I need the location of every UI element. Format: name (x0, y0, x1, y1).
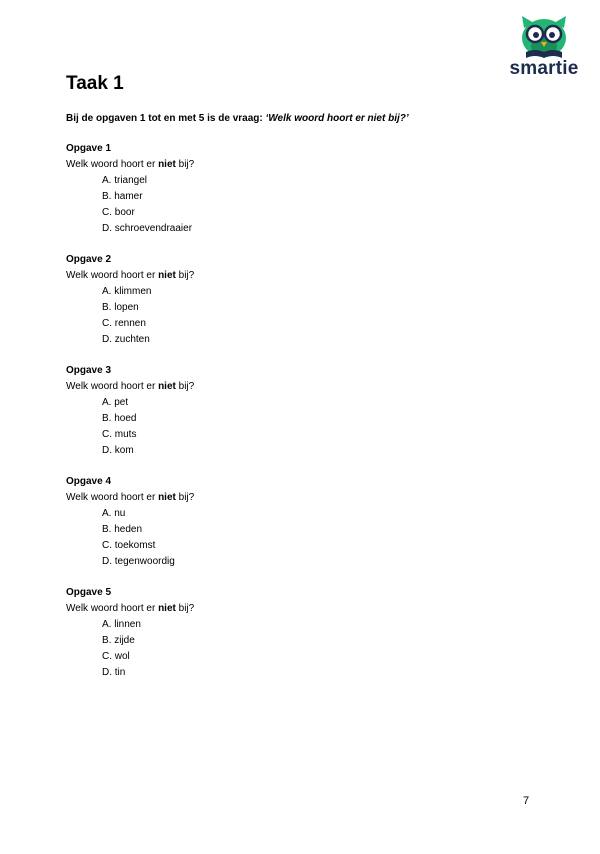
answer-options (66, 284, 486, 348)
question-title: Opgave 1 (66, 143, 112, 154)
answer-options (66, 395, 486, 459)
answer-option: A. linnen (102, 619, 141, 630)
answer-option: D. tegenwoordig (102, 556, 175, 567)
instruction (66, 113, 409, 124)
answer-option: A. klimmen (102, 286, 152, 297)
answer-option: D. zuchten (102, 334, 150, 345)
question-block (66, 585, 486, 681)
answer-options (66, 173, 486, 237)
question-prompt: Welk woord hoort er niet bij? (66, 381, 195, 392)
answer-option: B. lopen (102, 302, 139, 313)
answer-option: D. tin (102, 667, 126, 678)
answer-option: B. zijde (102, 635, 135, 646)
page-title: Taak 1 (66, 73, 124, 94)
answer-option: B. hoed (102, 413, 137, 424)
answer-option: D. kom (102, 445, 134, 456)
answer-option: A. pet (102, 397, 129, 408)
question-block (66, 252, 486, 348)
answer-options (66, 506, 486, 570)
answer-option: C. boor (102, 207, 135, 218)
question-block (66, 363, 486, 459)
smartie-logo (506, 14, 582, 86)
answer-option: C. rennen (102, 318, 146, 329)
logo-wordmark: smartie (509, 58, 579, 79)
question-prompt: Welk woord hoort er niet bij? (66, 603, 195, 614)
question-block (66, 141, 486, 237)
instruction-question: ‘Welk woord hoort er niet bij?’ (265, 113, 409, 124)
question-title: Opgave 5 (66, 587, 112, 598)
answer-option: C. muts (102, 429, 137, 440)
question-title: Opgave 2 (66, 254, 112, 265)
question-prompt: Welk woord hoort er niet bij? (66, 492, 195, 503)
answer-option: C. wol (102, 651, 130, 662)
page-number: 7 (523, 795, 530, 807)
question-block (66, 474, 486, 570)
question-title: Opgave 4 (66, 476, 112, 487)
answer-option: D. schroevendraaier (102, 223, 193, 234)
question-title: Opgave 3 (66, 365, 112, 376)
answer-option: A. nu (102, 508, 126, 519)
answer-option: C. toekomst (102, 540, 156, 551)
answer-option: B. hamer (102, 191, 143, 202)
question-prompt: Welk woord hoort er niet bij? (66, 159, 195, 170)
instruction-text: Bij de opgaven 1 tot en met 5 is de vraag: (66, 113, 266, 124)
answer-option: B. heden (102, 524, 143, 535)
answer-option: A. triangel (102, 175, 148, 186)
answer-options (66, 617, 486, 681)
question-prompt: Welk woord hoort er niet bij? (66, 270, 195, 281)
owl-icon (518, 14, 570, 60)
